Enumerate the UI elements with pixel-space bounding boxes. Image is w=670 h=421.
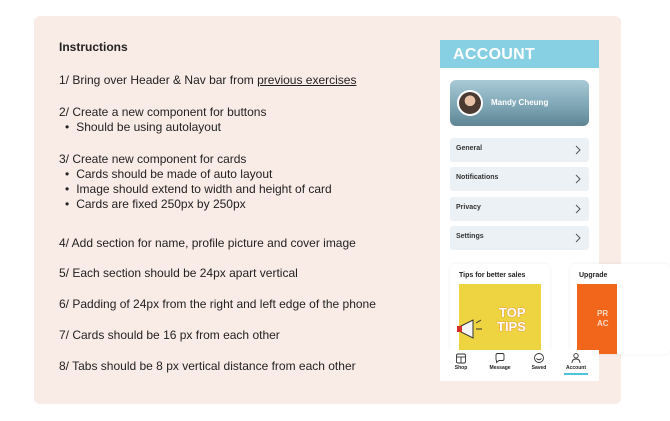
step-2-bullet-1: • Should be using autolayout [59,120,266,135]
step-6: 6/ Padding of 24px from the right and left edge of the phone [59,297,376,311]
upgrade-image [577,284,617,354]
avatar[interactable] [457,90,483,116]
tab-label: Notifications [456,174,499,181]
upgrade-image-text: PR AC [597,309,609,328]
tab-notifications[interactable] [450,167,589,191]
megaphone-icon [457,314,487,344]
tab-label: General [456,145,483,152]
card-title: Tips for better sales [459,272,526,279]
step-1 [59,73,356,88]
step-7: 7/ Cards should be 16 px from each other [59,328,280,342]
step-3-text: 3/ Create new component for cards [59,152,247,166]
instructions-title: Instructions [59,40,128,54]
step-2-text: 2/ Create a new component for buttons [59,105,267,119]
tips-image-text-tips: TIPS [497,319,526,334]
nav-label: Saved [531,365,547,371]
step-8: 8/ Tabs should be 8 px vertical distance from each other [59,359,356,373]
profile-cover [450,80,589,126]
step-2 [59,105,266,135]
phone-mockup [440,40,609,381]
shop-icon [455,352,467,364]
tab-settings[interactable] [450,226,589,250]
step-1-text: 1/ Bring over Header & Nav bar from [59,73,258,87]
previous-exercises-link[interactable]: previous exercises [257,73,357,87]
message-icon [494,352,506,364]
saved-icon [533,352,545,364]
active-tab-indicator [564,373,588,375]
step-5: 5/ Each section should be 24px apart vertical [59,266,298,280]
nav-shop[interactable] [441,352,481,371]
nav-saved[interactable] [519,352,559,371]
chevron-right-icon [573,173,583,185]
card-upgrade[interactable] [570,264,670,354]
tab-privacy[interactable] [450,197,589,221]
nav-label: Account [566,365,586,371]
account-header [440,40,599,68]
nav-account[interactable] [556,352,596,371]
nav-label: Shop [454,365,468,371]
chevron-right-icon [573,203,583,215]
bottom-nav [440,350,599,381]
account-icon [570,352,582,364]
tab-label: Settings [456,233,484,240]
header-title: ACCOUNT [453,46,536,63]
cards-row [450,264,620,354]
step-3 [59,152,332,212]
chevron-right-icon [573,144,583,156]
tab-general[interactable] [450,138,589,162]
chevron-right-icon [573,232,583,244]
nav-label: Message [489,365,511,371]
tips-image [459,284,541,354]
step-4: 4/ Add section for name, profile picture and cover image [59,236,356,250]
step-3-bullet-3: • Cards are fixed 250px by 250px [59,197,332,212]
profile-name: Mandy Cheung [491,98,549,107]
card-title: Upgrade [579,272,608,279]
tips-image-text-top: TOP [499,305,526,320]
nav-message[interactable] [480,352,520,371]
step-3-bullet-2: • Image should extend to width and height of card [59,182,332,197]
card-tips[interactable] [450,264,550,354]
tab-label: Privacy [456,204,481,211]
step-3-bullet-1: • Cards should be made of auto layout [59,167,332,182]
